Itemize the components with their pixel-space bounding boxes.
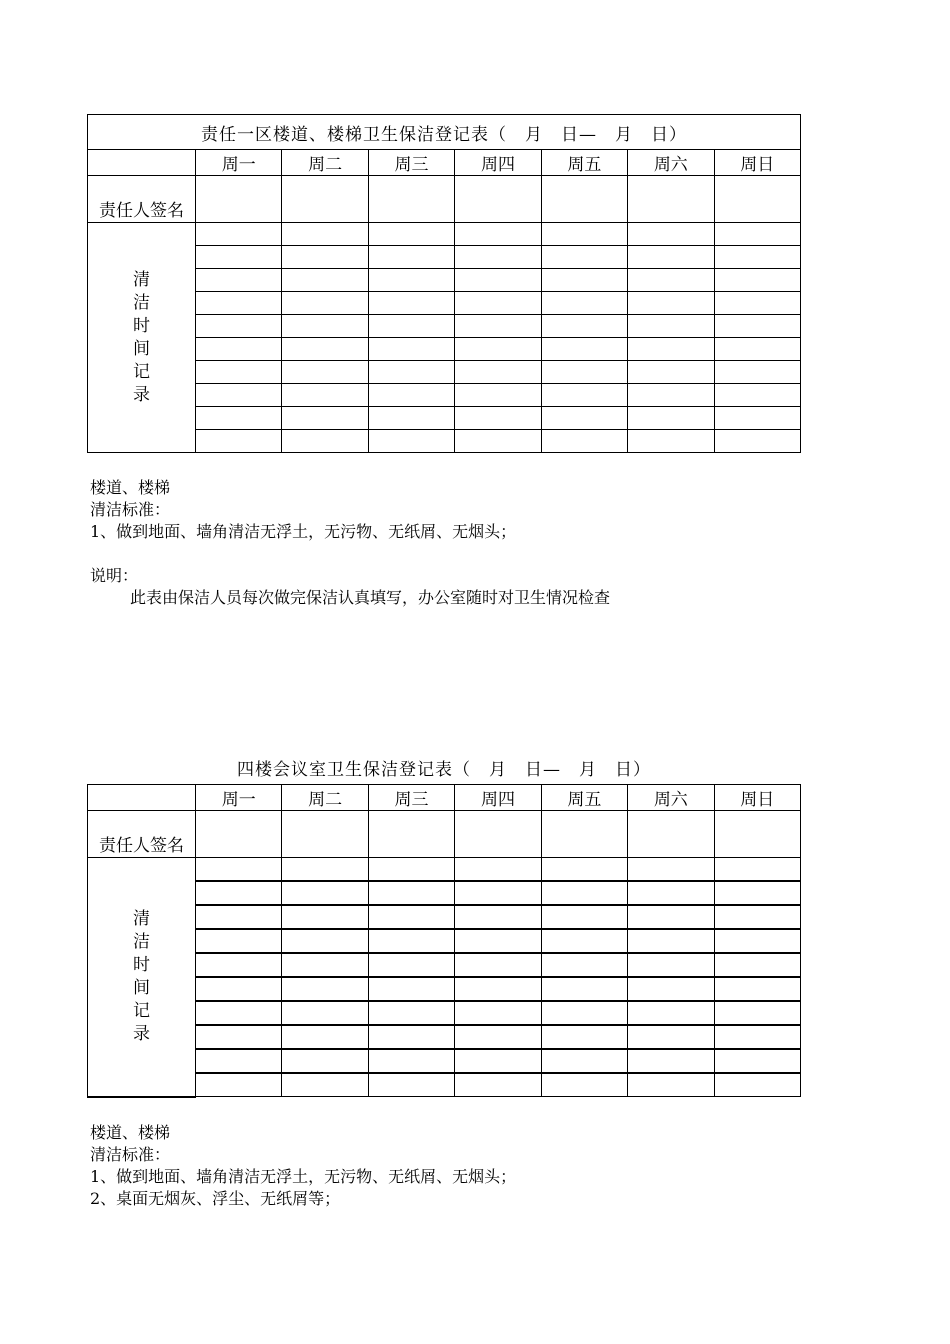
record-cell[interactable] (196, 858, 282, 882)
record-cell[interactable] (196, 905, 282, 929)
record-cell[interactable] (541, 1025, 627, 1049)
record-cell[interactable] (455, 292, 541, 315)
record-cell[interactable] (196, 881, 282, 905)
signature-cell[interactable] (714, 811, 800, 858)
record-cell[interactable] (368, 1073, 454, 1097)
record-cell[interactable] (541, 977, 627, 1001)
signature-label: 责任人签名 (88, 811, 196, 858)
record-cell[interactable] (714, 1025, 800, 1049)
record-cell[interactable] (196, 223, 282, 246)
weekday-header: 周二 (282, 785, 368, 811)
record-cell[interactable] (196, 977, 282, 1001)
record-cell[interactable] (282, 430, 368, 453)
weekday-header: 周四 (455, 785, 541, 811)
record-cell[interactable] (196, 430, 282, 453)
record-cell[interactable] (628, 223, 714, 246)
record-cell[interactable] (368, 292, 454, 315)
record-cell[interactable] (714, 1073, 800, 1097)
record-cell[interactable] (714, 858, 800, 882)
record-cell[interactable] (628, 315, 714, 338)
record-cell[interactable] (196, 292, 282, 315)
record-cell[interactable] (368, 881, 454, 905)
record-cell[interactable] (455, 361, 541, 384)
record-cell[interactable] (541, 384, 627, 407)
record-label-char: 间 (133, 977, 150, 998)
record-cell[interactable] (282, 881, 368, 905)
record-cell[interactable] (196, 407, 282, 430)
signature-label: 责任人签名 (88, 176, 196, 223)
table-title: 责任一区楼道、楼梯卫生保洁登记表（ 月 日— 月 日） (88, 115, 801, 150)
record-cell[interactable] (282, 269, 368, 292)
record-cell[interactable] (455, 338, 541, 361)
record-cell[interactable] (714, 246, 800, 269)
record-cell[interactable] (455, 430, 541, 453)
record-cell[interactable] (196, 953, 282, 977)
record-cell[interactable] (541, 223, 627, 246)
signature-cell[interactable] (628, 176, 714, 223)
record-cell[interactable] (196, 338, 282, 361)
record-cell[interactable] (714, 977, 800, 1001)
record-cell[interactable] (455, 1025, 541, 1049)
standard-item: 1、做到地面、墙角清洁无浮土，无污物、无纸屑、无烟头； (90, 522, 517, 541)
record-label-char: 记 (133, 1000, 150, 1021)
record-cell[interactable] (455, 881, 541, 905)
record-cell[interactable] (628, 430, 714, 453)
record-row (88, 858, 801, 882)
record-cell[interactable] (455, 407, 541, 430)
record-cell[interactable] (196, 1049, 282, 1073)
record-cell[interactable] (628, 269, 714, 292)
record-cell[interactable] (368, 1049, 454, 1073)
record-cell[interactable] (368, 929, 454, 953)
weekday-header-row (88, 150, 801, 176)
record-cell[interactable] (714, 929, 800, 953)
record-cell[interactable] (368, 407, 454, 430)
record-cell[interactable] (714, 223, 800, 246)
signature-cell[interactable] (282, 811, 368, 858)
record-cell[interactable] (541, 1049, 627, 1073)
record-cell[interactable] (541, 246, 627, 269)
record-cell[interactable] (282, 361, 368, 384)
explain-heading: 说明： (90, 566, 139, 585)
record-cell[interactable] (628, 338, 714, 361)
record-cell[interactable] (196, 1001, 282, 1025)
weekday-header: 周三 (368, 785, 454, 811)
header-corner-cell (88, 150, 196, 176)
record-cell[interactable] (714, 315, 800, 338)
record-cell[interactable] (196, 1025, 282, 1049)
record-cell[interactable] (541, 858, 627, 882)
record-cell[interactable] (455, 269, 541, 292)
record-cell[interactable] (282, 929, 368, 953)
record-cell[interactable] (282, 977, 368, 1001)
record-cell[interactable] (541, 269, 627, 292)
record-cell[interactable] (541, 1073, 627, 1097)
record-cell[interactable] (455, 384, 541, 407)
record-cell[interactable] (455, 953, 541, 977)
record-cell[interactable] (628, 361, 714, 384)
record-cell[interactable] (628, 1073, 714, 1097)
signature-cell[interactable] (541, 811, 627, 858)
record-cell[interactable] (541, 929, 627, 953)
record-cell[interactable] (714, 269, 800, 292)
standard-item: 2、桌面无烟灰、浮尘、无纸屑等； (90, 1188, 341, 1208)
record-cell[interactable] (628, 1025, 714, 1049)
signature-cell[interactable] (368, 811, 454, 858)
record-cell[interactable] (628, 1049, 714, 1073)
record-cell[interactable] (282, 858, 368, 882)
record-cell[interactable] (282, 1049, 368, 1073)
record-cell[interactable] (455, 905, 541, 929)
record-cell[interactable] (196, 1073, 282, 1097)
record-label-char: 清 (133, 908, 150, 929)
record-cell[interactable] (368, 953, 454, 977)
record-label-char: 时 (133, 954, 150, 975)
record-cell[interactable] (628, 384, 714, 407)
record-cell[interactable] (368, 246, 454, 269)
weekday-header: 周一 (196, 785, 282, 811)
signature-cell[interactable] (282, 176, 368, 223)
record-cell[interactable] (714, 407, 800, 430)
weekday-header: 周四 (455, 150, 541, 176)
record-cell[interactable] (282, 384, 368, 407)
signature-cell[interactable] (541, 176, 627, 223)
signature-row (88, 176, 801, 223)
signature-row (88, 811, 801, 858)
record-cell[interactable] (455, 1001, 541, 1025)
record-label-char: 录 (133, 384, 150, 405)
record-label (88, 223, 196, 453)
record-cell[interactable] (282, 1073, 368, 1097)
record-cell[interactable] (541, 407, 627, 430)
weekday-header: 周五 (541, 150, 627, 176)
record-cell[interactable] (455, 246, 541, 269)
table-title: 四楼会议室卫生保洁登记表（ 月 日— 月 日） (237, 759, 651, 780)
record-cell[interactable] (541, 361, 627, 384)
record-cell[interactable] (714, 953, 800, 977)
record-cell[interactable] (628, 953, 714, 977)
record-cell[interactable] (541, 430, 627, 453)
record-cell[interactable] (455, 929, 541, 953)
weekday-header: 周三 (368, 150, 454, 176)
weekday-header: 周一 (196, 150, 282, 176)
explain-text: 此表由保洁人员每次做完保洁认真填写，办公室随时对卫生情况检查 (130, 588, 611, 607)
record-cell[interactable] (714, 384, 800, 407)
record-cell[interactable] (541, 881, 627, 905)
record-cell[interactable] (368, 858, 454, 882)
record-cell[interactable] (628, 246, 714, 269)
notes-area: 楼道、楼梯 (90, 478, 171, 497)
record-cell[interactable] (368, 361, 454, 384)
record-cell[interactable] (368, 384, 454, 407)
weekday-header: 周六 (628, 785, 714, 811)
record-cell[interactable] (628, 292, 714, 315)
record-cell[interactable] (455, 1073, 541, 1097)
record-cell[interactable] (282, 315, 368, 338)
weekday-header: 周日 (714, 785, 800, 811)
record-cell[interactable] (541, 905, 627, 929)
record-cell[interactable] (368, 223, 454, 246)
record-cell[interactable] (368, 1025, 454, 1049)
record-cell[interactable] (196, 315, 282, 338)
record-cell[interactable] (714, 905, 800, 929)
record-cell[interactable] (368, 430, 454, 453)
weekday-header: 周六 (628, 150, 714, 176)
record-cell[interactable] (541, 953, 627, 977)
record-cell[interactable] (368, 315, 454, 338)
weekday-header: 周二 (282, 150, 368, 176)
standard-heading: 清洁标准： (90, 500, 171, 519)
record-cell[interactable] (628, 881, 714, 905)
record-cell[interactable] (714, 1001, 800, 1025)
record-label-char: 间 (133, 338, 150, 359)
record-cell[interactable] (282, 246, 368, 269)
weekday-header: 周五 (541, 785, 627, 811)
record-cell[interactable] (282, 1025, 368, 1049)
record-cell[interactable] (455, 1049, 541, 1073)
record-cell[interactable] (455, 315, 541, 338)
record-cell[interactable] (714, 361, 800, 384)
record-label-char: 时 (133, 315, 150, 336)
signature-cell[interactable] (196, 811, 282, 858)
record-cell[interactable] (714, 338, 800, 361)
record-label-char: 洁 (133, 931, 150, 952)
signature-cell[interactable] (628, 811, 714, 858)
record-cell[interactable] (628, 929, 714, 953)
record-cell[interactable] (282, 338, 368, 361)
signature-cell[interactable] (455, 176, 541, 223)
notes-area: 楼道、楼梯 (90, 1122, 171, 1142)
record-cell[interactable] (196, 246, 282, 269)
record-cell[interactable] (541, 338, 627, 361)
signature-cell[interactable] (455, 811, 541, 858)
record-cell[interactable] (282, 1001, 368, 1025)
record-label (88, 858, 196, 1097)
record-cell[interactable] (196, 384, 282, 407)
record-cell[interactable] (282, 223, 368, 246)
record-cell[interactable] (368, 269, 454, 292)
record-cell[interactable] (714, 1049, 800, 1073)
signature-cell[interactable] (368, 176, 454, 223)
record-cell[interactable] (282, 905, 368, 929)
cleaning-register-table-2 (87, 750, 801, 1098)
record-label-char: 洁 (133, 292, 150, 313)
registration-sheet-1 (87, 114, 801, 609)
record-cell[interactable] (628, 1001, 714, 1025)
record-cell[interactable] (282, 292, 368, 315)
record-cell[interactable] (455, 858, 541, 882)
record-cell[interactable] (368, 977, 454, 1001)
record-cell[interactable] (541, 292, 627, 315)
record-row (88, 223, 801, 246)
record-cell[interactable] (368, 338, 454, 361)
record-cell[interactable] (196, 361, 282, 384)
notes-section (87, 1122, 801, 1210)
record-cell[interactable] (628, 407, 714, 430)
record-cell[interactable] (368, 905, 454, 929)
record-cell[interactable] (714, 881, 800, 905)
weekday-header-row (88, 785, 801, 811)
registration-sheet-2 (87, 750, 801, 1210)
signature-cell[interactable] (196, 176, 282, 223)
record-cell[interactable] (368, 1001, 454, 1025)
record-cell[interactable] (714, 430, 800, 453)
record-cell[interactable] (541, 315, 627, 338)
record-cell[interactable] (714, 292, 800, 315)
record-cell[interactable] (628, 977, 714, 1001)
notes-section (87, 477, 801, 609)
record-cell[interactable] (282, 953, 368, 977)
weekday-header: 周日 (714, 150, 800, 176)
standard-item: 1、做到地面、墙角清洁无浮土，无污物、无纸屑、无烟头； (90, 1166, 517, 1186)
record-label-char: 清 (133, 269, 150, 290)
record-label-char: 录 (133, 1023, 150, 1044)
signature-cell[interactable] (714, 176, 800, 223)
record-cell[interactable] (628, 905, 714, 929)
record-cell[interactable] (196, 269, 282, 292)
record-label-char: 记 (133, 361, 150, 382)
record-cell[interactable] (541, 1001, 627, 1025)
record-cell[interactable] (282, 407, 368, 430)
record-cell[interactable] (628, 858, 714, 882)
header-corner-cell (88, 785, 196, 811)
cleaning-register-table-1 (87, 114, 801, 453)
record-cell[interactable] (455, 977, 541, 1001)
standard-heading: 清洁标准： (90, 1144, 171, 1164)
record-cell[interactable] (455, 223, 541, 246)
record-cell[interactable] (196, 929, 282, 953)
